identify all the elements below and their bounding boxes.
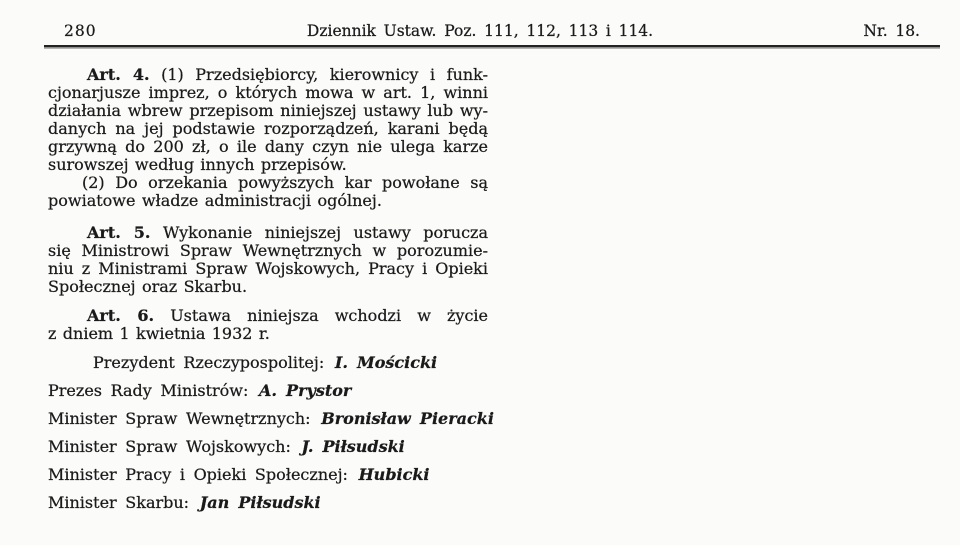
- article-4: [48, 66, 488, 210]
- signature-minister-interior: [48, 409, 494, 428]
- signature-title: Minister Spraw Wewnętrznych:: [48, 409, 311, 428]
- text-segment: Ustawa niniejsza wchodzi w życie: [170, 306, 488, 325]
- signature-name: J. Piłsudski: [301, 437, 405, 456]
- text-line: się Ministrowi Spraw Wewnętrznych w porozumie-: [48, 241, 488, 260]
- text-line: działania wbrew przepisom niniejszej ustawy lub wy-: [48, 101, 488, 120]
- signature-minister-treasury: [48, 494, 488, 512]
- text-line: z dniem 1 kwietnia 1932 r.: [48, 324, 270, 343]
- signature-name: A. Prystor: [258, 381, 352, 400]
- page-header: [0, 22, 960, 42]
- text-line: niu z Ministrami Spraw Wojskowych, Pracy i Opieki: [48, 259, 488, 278]
- signature-title: Prezydent Rzeczypospolitej:: [93, 353, 325, 372]
- article-5: [48, 224, 488, 296]
- page-number: 280: [64, 22, 97, 40]
- text-line: grzywną do 200 zł, o ile dany czyn nie ulega karze: [48, 137, 488, 156]
- text-line: cjonarjusze imprez, o których mowa w art. 1, winni: [48, 83, 488, 102]
- text-line: [48, 224, 488, 242]
- signature-title: Minister Spraw Wojskowych:: [48, 437, 291, 456]
- text-line: (2) Do orzekania powyższych kar powołane są: [82, 173, 488, 192]
- article-4-label: Art. 4.: [87, 65, 150, 84]
- signature-name: Hubicki: [358, 465, 430, 484]
- signature-premier: [48, 382, 488, 400]
- text-segment: Wykonanie niniejszej ustawy porucza: [163, 223, 488, 242]
- text-segment: (1) Przedsiębiorcy, kierownicy i funk-: [161, 65, 488, 84]
- signature-title: Minister Pracy i Opieki Społecznej:: [48, 465, 348, 484]
- issue-number: Nr. 18.: [863, 22, 920, 40]
- article-6: [48, 307, 488, 343]
- header-title: Dziennik Ustaw. Poz. 111, 112, 113 i 114.: [306, 22, 654, 40]
- article-5-label: Art. 5.: [87, 223, 151, 242]
- text-line: surowszej według innych przepisów.: [48, 155, 347, 174]
- text-line: [48, 307, 488, 325]
- signature-minister-labour: [48, 466, 488, 484]
- article-6-label: Art. 6.: [87, 306, 155, 325]
- signature-name: Bronisław Pieracki: [321, 409, 494, 428]
- signature-name: I. Mościcki: [334, 353, 438, 372]
- text-line: Społecznej oraz Skarbu.: [48, 277, 248, 296]
- text-line: [48, 66, 488, 84]
- text-column: [48, 65, 494, 522]
- signature-name: Jan Piłsudski: [199, 493, 321, 512]
- signature-title: Prezes Rady Ministrów:: [48, 381, 249, 400]
- text-line: danych na jej podstawie rozporządzeń, karani będą: [48, 119, 488, 138]
- text-line: powiatowe władze administracji ogólnej.: [48, 191, 382, 210]
- signature-title: Minister Skarbu:: [48, 493, 190, 512]
- signature-president: [48, 354, 488, 372]
- signature-block: [48, 353, 494, 512]
- header-rule: [44, 45, 940, 50]
- signature-minister-military: [48, 438, 488, 456]
